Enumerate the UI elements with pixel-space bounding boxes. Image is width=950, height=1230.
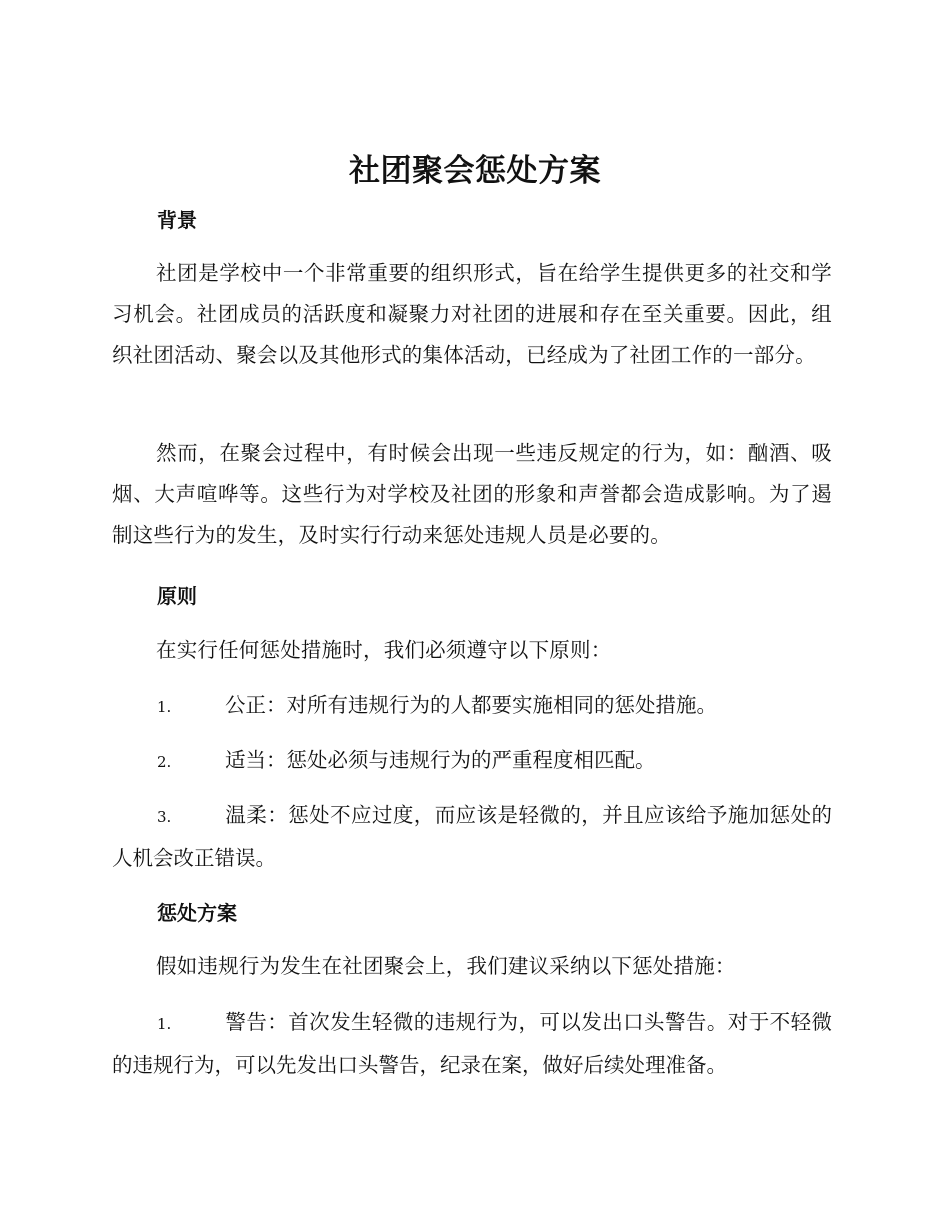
- plan-intro: 假如违规行为发生在社团聚会上，我们建议采纳以下惩处措施：: [156, 954, 736, 978]
- list-item-text: 温柔：惩处不应过度，而应该是轻微的，并且应该给予施加惩处的人机会改正错误。: [112, 803, 832, 870]
- section-heading-background: 背景: [157, 208, 197, 232]
- list-item-text: 适当：惩处必须与违规行为的严重程度相匹配。: [225, 748, 656, 772]
- background-paragraph-2: 然而，在聚会过程中，有时候会出现一些违反规定的行为，如：酗酒、吸烟、大声喧哗等。这些行为对学校及社团的形象和声誉都会造成影响。为了遏制这些行为的发生，及时实行行动来惩处违规人员是必要的。: [112, 441, 832, 547]
- list-item-text: 公正：对所有违规行为的人都要实施相同的惩处措施。: [225, 693, 717, 717]
- principles-intro: 在实行任何惩处措施时，我们必须遵守以下原则：: [156, 638, 612, 662]
- principle-item-2: [112, 740, 832, 783]
- principle-item-1: [112, 685, 832, 728]
- principle-item-3: [112, 795, 832, 879]
- document-title: 社团聚会惩处方案: [349, 153, 601, 189]
- list-number: 1.: [157, 698, 172, 716]
- list-number: 2.: [157, 753, 172, 771]
- section-heading-plan: 惩处方案: [157, 901, 237, 925]
- plan-item-1: [112, 1002, 832, 1086]
- background-paragraph-1: 社团是学校中一个非常重要的组织形式，旨在给学生提供更多的社交和学习机会。社团成员的活跃度和凝聚力对社团的进展和存在至关重要。因此，组织社团活动、聚会以及其他形式的集体活动，已经成为了社团工作的一部分。: [112, 261, 832, 367]
- list-item-text: 警告：首次发生轻微的违规行为，可以发出口头警告。对于不轻微的违规行为，可以先发出口头警告，纪录在案，做好后续处理准备。: [112, 1010, 832, 1077]
- section-heading-principles: 原则: [157, 584, 197, 608]
- list-number: 3.: [157, 808, 172, 826]
- list-number: 1.: [157, 1015, 172, 1033]
